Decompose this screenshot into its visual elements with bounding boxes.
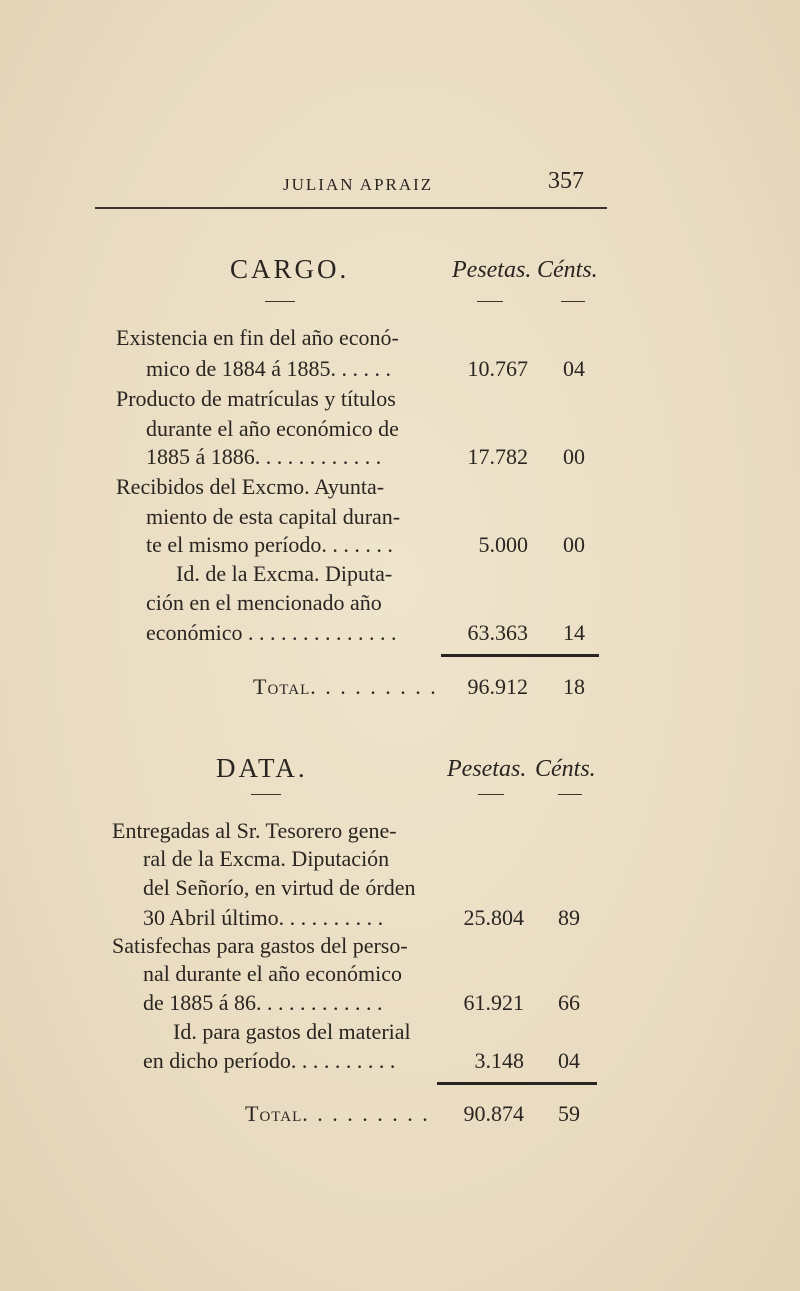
- cargo-amount-cents: 00: [563, 532, 585, 557]
- data-total-label-row: [245, 1101, 430, 1127]
- data-amount-pesetas: 25.804: [463, 905, 524, 930]
- data-line: Satisfechas para gastos del perso-: [112, 933, 408, 958]
- cargo-title: CARGO.: [230, 254, 350, 284]
- data-line: Entregadas al Sr. Tesorero gene-: [112, 818, 397, 843]
- cargo-line: 1885 á 1886. . . . . . . . . . . .: [146, 444, 382, 469]
- header-rule: [95, 207, 607, 209]
- cargo-total-pesetas: 96.912: [467, 674, 528, 699]
- cargo-line: económico . . . . . . . . . . . . . .: [146, 620, 397, 645]
- data-total-rule: [437, 1082, 597, 1085]
- data-col-cents: Cénts.: [535, 756, 596, 782]
- data-amount-pesetas: 61.921: [463, 990, 524, 1015]
- cargo-line: Id. de la Excma. Diputa-: [176, 561, 393, 586]
- cargo-total-dots: . . . . . . . . .: [310, 674, 438, 699]
- data-total-dots: . . . . . . . . .: [302, 1101, 430, 1126]
- data-dash-pesetas: [478, 794, 504, 795]
- data-dash-desc: [251, 794, 281, 795]
- data-line: de 1885 á 86. . . . . . . . . . . .: [143, 990, 383, 1015]
- data-line: 30 Abril último. . . . . . . . . .: [143, 905, 384, 930]
- cargo-dash-desc: [265, 301, 295, 302]
- cargo-line: Recibidos del Excmo. Ayunta-: [116, 474, 385, 499]
- data-line: en dicho período. . . . . . . . . .: [143, 1048, 396, 1073]
- cargo-line: Existencia en fin del año econó-: [116, 325, 399, 350]
- cargo-line: mico de 1884 á 1885. . . . . .: [146, 356, 392, 381]
- cargo-total-rule: [441, 654, 599, 657]
- cargo-amount-cents: 14: [563, 620, 585, 645]
- data-amount-cents: 04: [558, 1048, 580, 1073]
- cargo-amount-cents: 04: [563, 356, 585, 381]
- data-amount-cents: 66: [558, 990, 580, 1015]
- data-col-pesetas: Pesetas.: [447, 756, 527, 782]
- cargo-col-cents: Cénts.: [537, 257, 598, 283]
- cargo-line: te el mismo período. . . . . . .: [146, 532, 393, 557]
- data-line: del Señorío, en virtud de órden: [143, 875, 416, 900]
- cargo-col-pesetas: Pesetas.: [452, 257, 532, 283]
- cargo-dash-cents: [561, 301, 585, 302]
- cargo-amount-pesetas: 63.363: [467, 620, 528, 645]
- page-number: 357: [548, 168, 584, 194]
- cargo-amount-pesetas: 5.000: [478, 532, 528, 557]
- cargo-line: Producto de matrículas y títulos: [116, 386, 396, 411]
- cargo-total-label-row: [253, 674, 438, 700]
- running-header-author: JULIAN APRAIZ: [283, 175, 434, 194]
- data-title: DATA.: [216, 753, 308, 783]
- cargo-line: miento de esta capital duran-: [146, 504, 401, 529]
- cargo-amount-pesetas: 17.782: [467, 444, 528, 469]
- cargo-line: ción en el mencionado año: [146, 590, 382, 615]
- cargo-line: durante el año económico de: [146, 416, 399, 441]
- data-amount-cents: 89: [558, 905, 580, 930]
- cargo-amount-pesetas: 10.767: [467, 356, 528, 381]
- cargo-total-label: Total: [253, 674, 311, 699]
- cargo-total-cents: 18: [563, 674, 585, 699]
- cargo-dash-pesetas: [477, 301, 503, 302]
- data-total-label: Total: [245, 1101, 303, 1126]
- data-total-pesetas: 90.874: [463, 1101, 524, 1126]
- data-amount-pesetas: 3.148: [474, 1048, 524, 1073]
- data-dash-cents: [558, 794, 582, 795]
- data-total-cents: 59: [558, 1101, 580, 1126]
- data-line: nal durante el año económico: [143, 961, 403, 986]
- data-line: ral de la Excma. Diputación: [143, 846, 390, 871]
- cargo-amount-cents: 00: [563, 444, 585, 469]
- data-line: Id. para gastos del material: [173, 1019, 411, 1044]
